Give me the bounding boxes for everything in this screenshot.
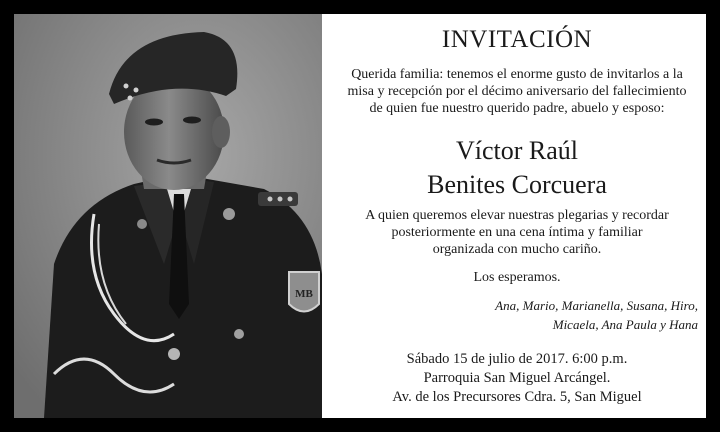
honoree-name	[336, 134, 698, 202]
event-details	[336, 350, 698, 407]
invitation-card	[14, 14, 706, 418]
intro-line: de quien fue nuestro querido padre, abuelo y esposo:	[369, 101, 665, 116]
prayer-line: posteriormente en una cena íntima y familiar	[391, 225, 643, 240]
intro-line: misa y recepción por el décimo aniversario del fallecimiento	[347, 84, 687, 99]
portrait-photo	[14, 14, 322, 418]
honoree-last-name: Benites Corcuera	[427, 170, 607, 199]
badge-text: MB	[295, 288, 313, 300]
honoree-first-name: Víctor Raúl	[455, 136, 579, 165]
intro-line: Querida familia: tenemos el enorme gusto de invitarlos a la	[351, 67, 683, 82]
prayer-line: A quien queremos elevar nuestras plegarias y recordar	[365, 208, 669, 223]
event-address: Av. de los Precursores Cdra. 5, San Miguel	[392, 389, 642, 405]
closing-text: Los esperamos.	[473, 270, 561, 285]
signers	[468, 296, 698, 334]
intro-paragraph	[336, 66, 698, 117]
event-date: Sábado 15 de julio de 2017. 6:00 p.m.	[406, 351, 628, 367]
event-venue: Parroquia San Miguel Arcángel.	[423, 370, 611, 386]
invitation-text	[336, 14, 698, 418]
prayer-paragraph	[346, 207, 688, 258]
signers-line: Ana, Mario, Marianella, Susana, Hiro,	[495, 298, 698, 313]
invitation-title: INVITACIÓN	[441, 26, 593, 53]
prayer-line: organizada con mucho cariño.	[432, 242, 602, 257]
signers-line: Micaela, Ana Paula y Hana	[552, 317, 698, 332]
